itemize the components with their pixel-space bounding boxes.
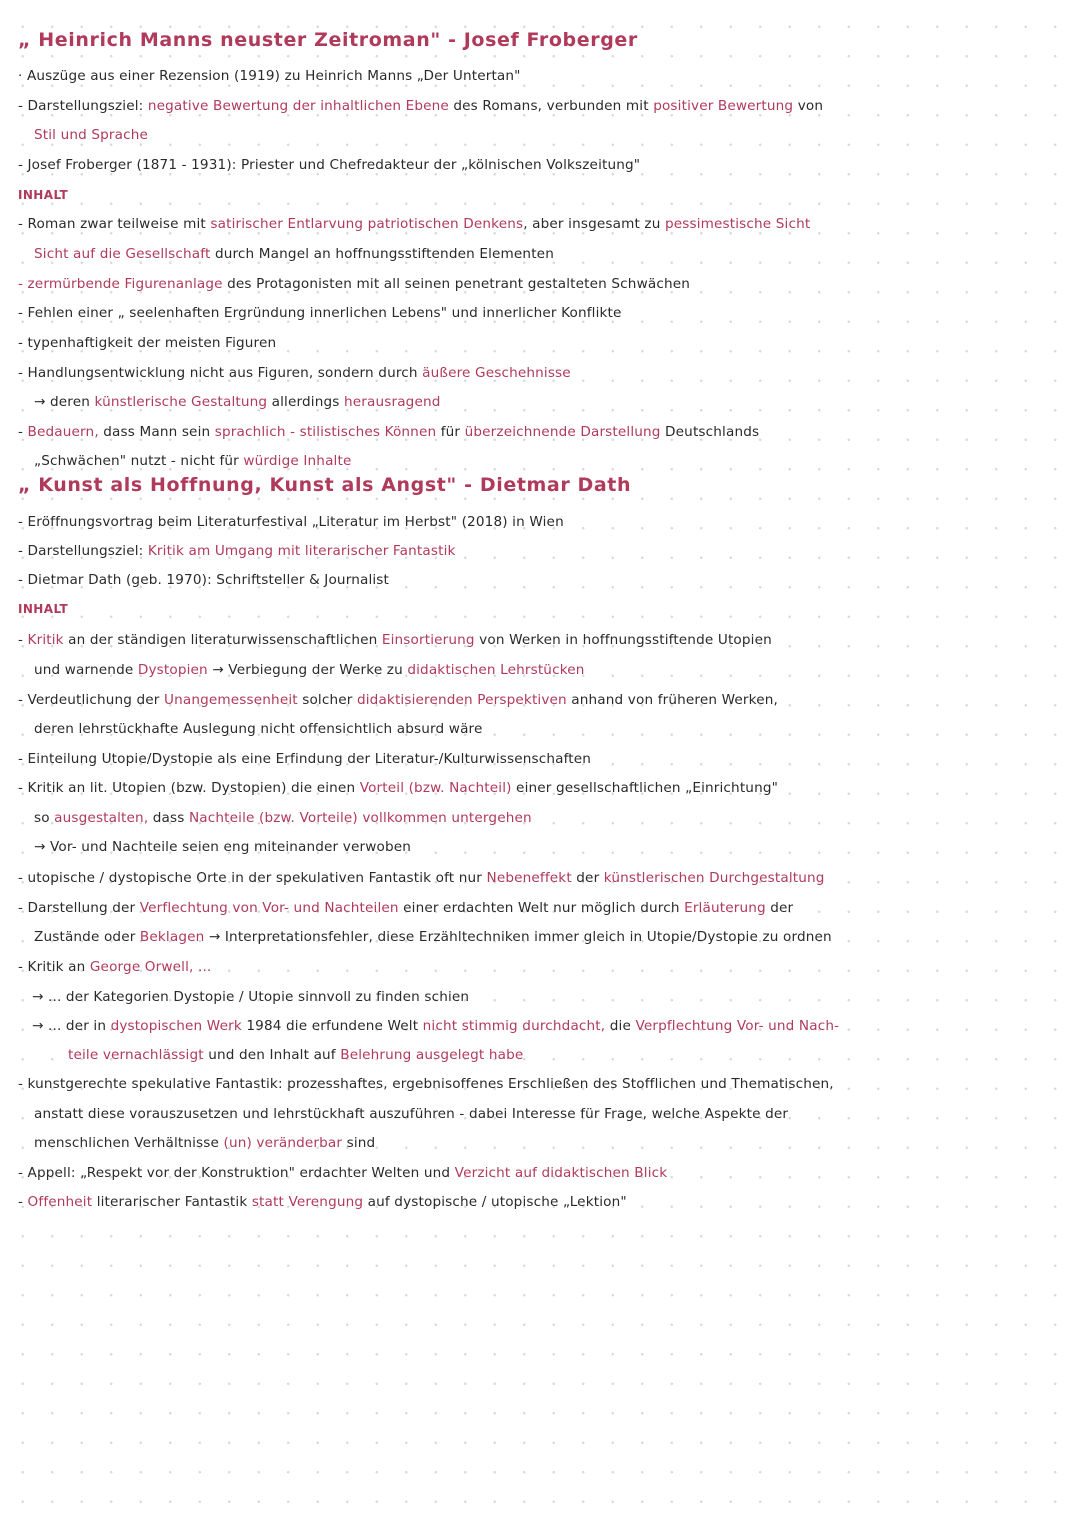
note-line: - Handlungsentwicklung nicht aus Figuren, sondern durch äußere Geschehnisse [18,365,571,381]
note-line: - Darstellungsziel: Kritik am Umgang mit literarischer Fantastik [18,543,456,559]
note-line: - Darstellungsziel: negative Bewertung der inhaltlichen Ebene des Romans, verbunden mit positiver Bewertung von [18,98,824,114]
note-line: - Bedauern, dass Mann sein sprachlich - stilistisches Können für überzeichnende Darstellung Deutschlands [18,424,760,440]
note-line: - Darstellung der Verflechtung von Vor- und Nachteilen einer erdachten Welt nur möglich durch Erläuterung der [18,900,794,916]
note-line: - Dietmar Dath (geb. 1970): Schriftsteller & Journalist [18,572,390,588]
note-line: - zermürbende Figurenanlage des Protagonisten mit all seinen penetrant gestalteten Schwächen [18,276,690,292]
note-line: → ... der in dystopischen Werk 1984 die erfundene Welt nicht stimmig durchdacht, die Verpflechtung Vor- und Nach- [32,1018,840,1034]
note-line: - Kritik an der ständigen literaturwissenschaftlichen Einsortierung von Werken in hoffnungsstiftende Utopien [18,632,772,648]
note-line: Stil und Sprache [34,127,149,143]
note-line: → Vor- und Nachteile seien eng miteinander verwoben [34,839,412,855]
section-2-title: „ Kunst als Hoffnung, Kunst als Angst" - Dietmar Dath [18,474,632,496]
note-line: - Kritik an lit. Utopien (bzw. Dystopien) die einen Vorteil (bzw. Nachteil) einer gesellschaftlichen „Einrichtung" [18,780,779,796]
note-line: menschlichen Verhältnisse (un) veränderbar sind [34,1135,376,1151]
note-line: teile vernachlässigt und den Inhalt auf Belehrung ausgelegt habe [68,1047,524,1063]
note-line: - Offenheit literarischer Fantastik statt Verengung auf dystopische / utopische „Lektion" [18,1194,627,1210]
note-line: „Schwächen" nutzt - nicht für würdige Inhalte [34,453,352,469]
section-2-inhalt-heading: INHALT [18,602,69,616]
note-line: - Kritik an George Orwell, ... [18,959,212,975]
note-line: deren lehrstückhafte Auslegung nicht offensichtlich absurd wäre [34,721,483,737]
note-line: - utopische / dystopische Orte in der spekulativen Fantastik oft nur Nebeneffekt der künstlerischen Durchgestaltung [18,870,825,886]
note-line: so ausgestalten, dass Nachteile (bzw. Vorteile) vollkommen untergehen [34,810,532,826]
note-line: - Josef Froberger (1871 - 1931): Priester und Chefredakteur der „kölnischen Volkszeitung" [18,157,641,173]
note-line: - Einteilung Utopie/Dystopie als eine Erfindung der Literatur-/Kulturwissenschaften [18,751,592,767]
note-line: - Roman zwar teilweise mit satirischer Entlarvung patriotischen Denkens, aber insgesamt zu pessimestische Sicht [18,216,811,232]
note-line: - Appell: „Respekt vor der Konstruktion" erdachter Welten und Verzicht auf didaktischen Blick [18,1165,668,1181]
note-line: → deren künstlerische Gestaltung allerdings herausragend [34,394,441,410]
note-line: Zustände oder Beklagen → Interpretationsfehler, diese Erzähltechniken immer gleich in Utopie/Dystopie zu ordnen [34,929,832,945]
note-line: - Verdeutlichung der Unangemessenheit solcher didaktisierenden Perspektiven anhand von früheren Werken, [18,692,778,708]
section-1-title: „ Heinrich Manns neuster Zeitroman" - Josef Froberger [18,29,638,51]
note-line: - typenhaftigkeit der meisten Figuren [18,335,277,351]
note-line: Sicht auf die Gesellschaft durch Mangel an hoffnungsstiftenden Elementen [34,246,554,262]
note-line: - Eröffnungsvortrag beim Literaturfestival „Literatur im Herbst" (2018) in Wien [18,514,564,530]
section-1-inhalt-heading: INHALT [18,188,69,202]
note-line: - kunstgerechte spekulative Fantastik: prozesshaftes, ergebnisoffenes Erschließen des Stofflichen und Thematischen, [18,1076,834,1092]
note-line: - Fehlen einer „ seelenhaften Ergründung innerlichen Lebens" und innerlicher Konflikte [18,305,622,321]
note-line: anstatt diese vorauszusetzen und lehrstückhaft auszuführen - dabei Interesse für Frage, welche Aspekte der [34,1106,789,1122]
note-line: · Auszüge aus einer Rezension (1919) zu Heinrich Manns „Der Untertan" [18,68,521,84]
note-line: und warnende Dystopien → Verbiegung der Werke zu didaktischen Lehrstücken [34,662,585,678]
note-line: → ... der Kategorien Dystopie / Utopie sinnvoll zu finden schien [32,989,470,1005]
